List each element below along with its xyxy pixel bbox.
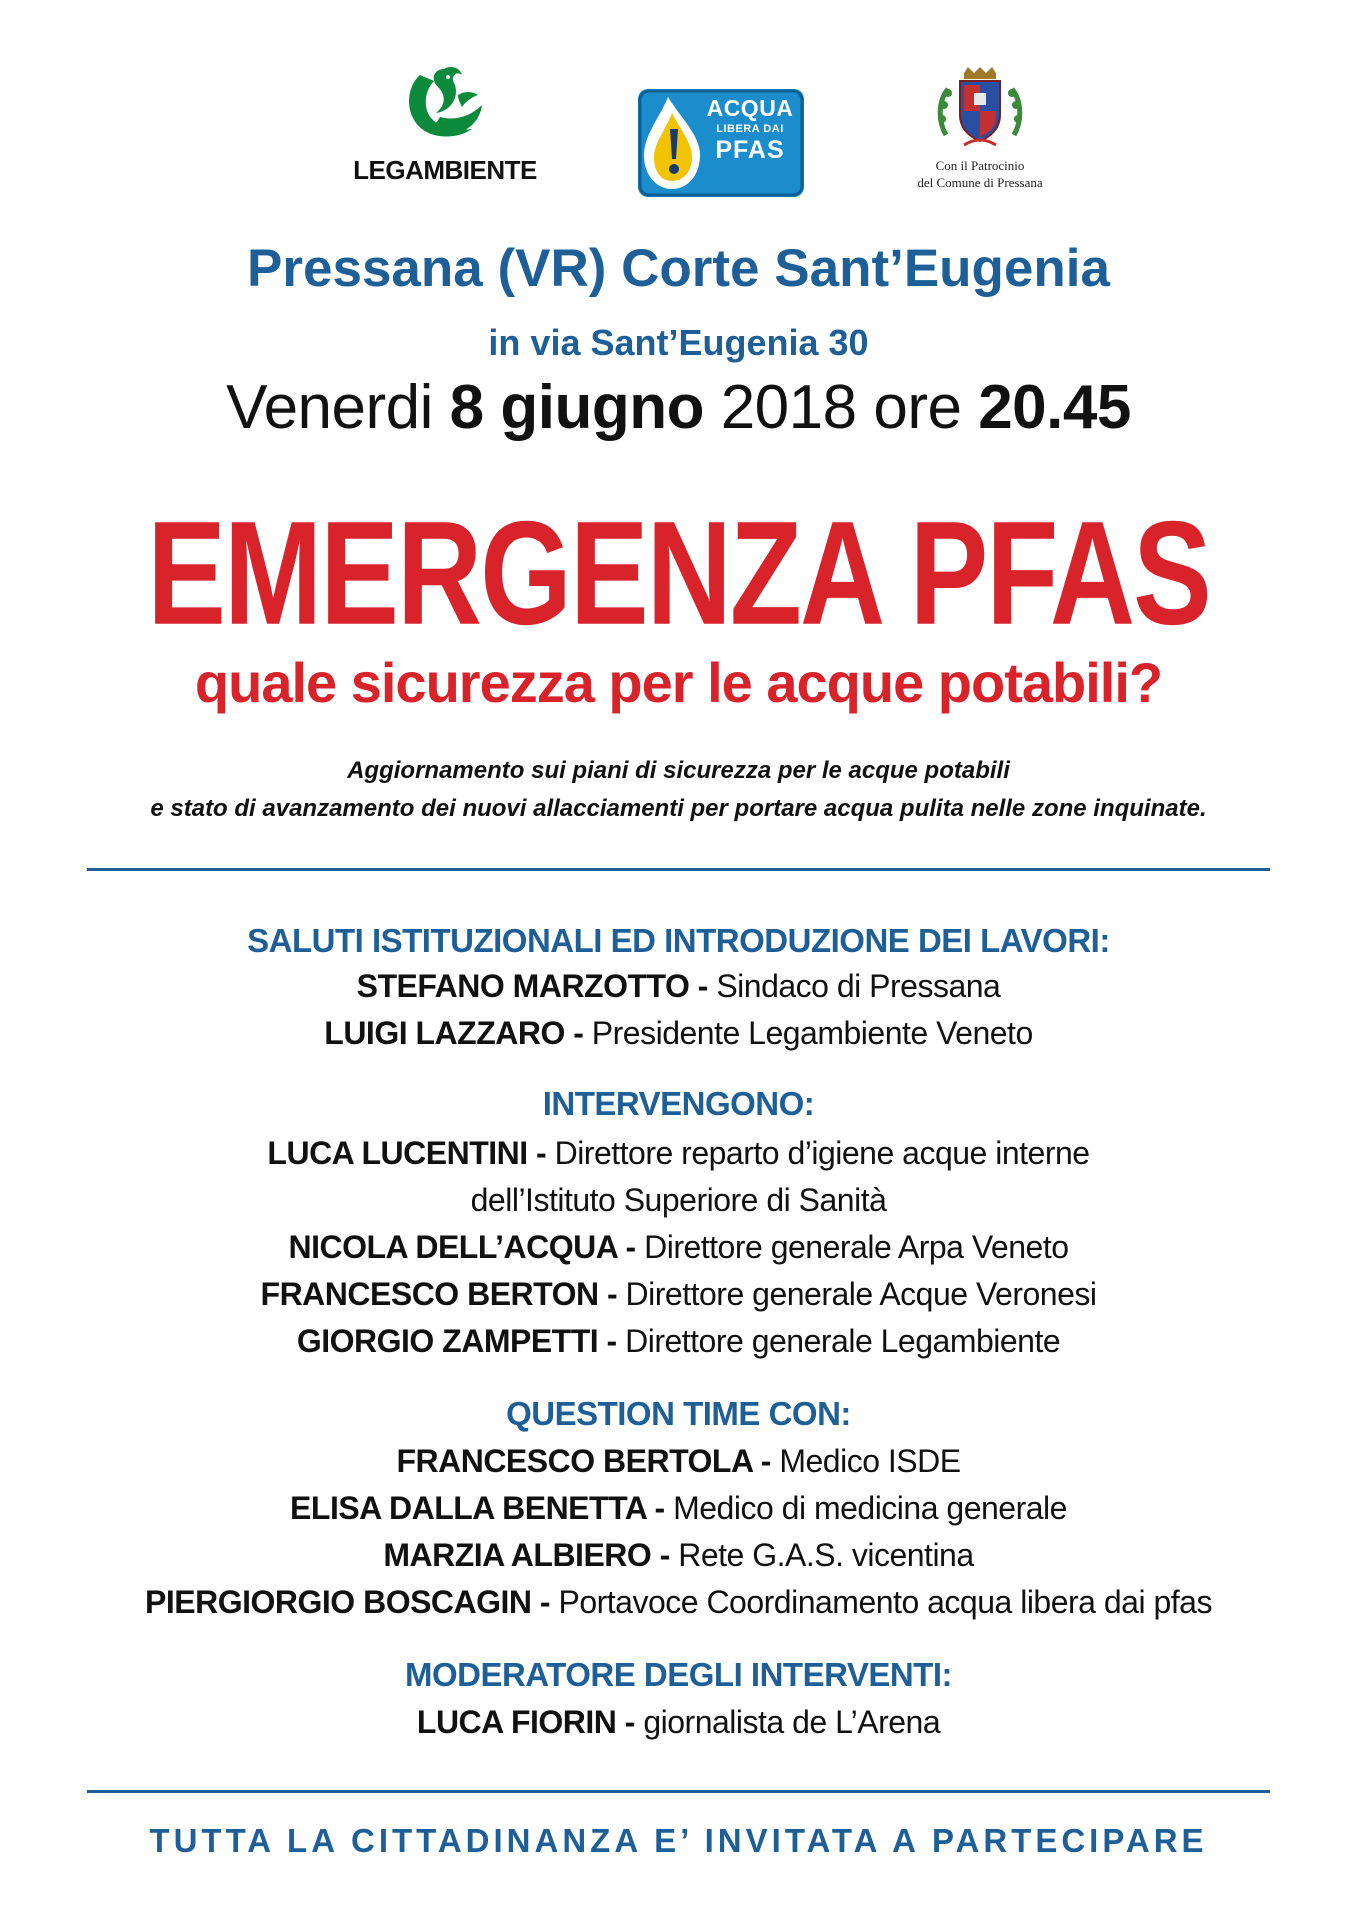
section-heading-intervengono: INTERVENGONO: bbox=[542, 1085, 815, 1122]
section-heading-saluti: SALUTI ISTITUZIONALI ED INTRODUZIONE DEI LAVORI: bbox=[247, 922, 1110, 959]
speaker-row bbox=[0, 1229, 1357, 1266]
speaker-separator: - bbox=[564, 1015, 592, 1051]
speaker-separator: - bbox=[598, 1323, 626, 1359]
event-year: 2018 ore bbox=[720, 373, 962, 442]
speaker-separator: - bbox=[689, 968, 717, 1004]
acqua-libera-logo bbox=[630, 83, 808, 203]
acqua-logo-line2: LIBERA DAI bbox=[716, 123, 784, 135]
speaker-separator: - bbox=[531, 1584, 559, 1620]
divider-top bbox=[87, 868, 1270, 871]
description-line1: Aggiornamento sui piani di sicurezza per le acque potabili bbox=[347, 757, 1010, 784]
speaker-row bbox=[0, 1704, 1357, 1741]
logo-bar bbox=[0, 55, 1357, 205]
speaker-separator: - bbox=[598, 1276, 626, 1312]
speaker-name: LUCA LUCENTINI bbox=[267, 1135, 528, 1171]
divider-bottom bbox=[87, 1790, 1270, 1793]
speaker-name: GIORGIO ZAMPETTI bbox=[296, 1323, 599, 1359]
speaker-role-continued: dell’Istituto Superiore di Sanità bbox=[470, 1182, 887, 1218]
swan-icon bbox=[400, 65, 490, 147]
speaker-name: FRANCESCO BERTOLA bbox=[396, 1443, 753, 1479]
section-heading-question-time: QUESTION TIME CON: bbox=[506, 1395, 851, 1432]
speaker-row bbox=[0, 1584, 1357, 1621]
speaker-name: ELISA DALLA BENETTA bbox=[290, 1490, 647, 1526]
subheadline: quale sicurezza per le acque potabili? bbox=[194, 651, 1163, 714]
speaker-role: Rete G.A.S. vicentina bbox=[678, 1537, 974, 1573]
event-datetime bbox=[0, 372, 1357, 443]
speaker-separator: - bbox=[646, 1490, 674, 1526]
speaker-row bbox=[0, 1490, 1357, 1527]
speaker-separator: - bbox=[616, 1704, 644, 1740]
speaker-role: Direttore generale Legambiente bbox=[625, 1323, 1061, 1359]
speaker-role: Sindaco di Pressana bbox=[716, 968, 1001, 1004]
speaker-row bbox=[0, 968, 1357, 1005]
patrocinio-line2: del Comune di Pressana bbox=[917, 175, 1043, 190]
event-description bbox=[0, 752, 1357, 828]
speaker-separator: - bbox=[617, 1229, 645, 1265]
speaker-row bbox=[0, 1276, 1357, 1313]
acqua-logo-line1: ACQUA bbox=[706, 95, 794, 121]
speaker-role: Direttore generale Arpa Veneto bbox=[644, 1229, 1069, 1265]
acqua-libera-logo-text bbox=[696, 97, 804, 163]
speaker-name: NICOLA DELL’ACQUA bbox=[288, 1229, 618, 1265]
speaker-row bbox=[0, 1135, 1357, 1172]
speaker-separator: - bbox=[752, 1443, 780, 1479]
speaker-name: MARZIA ALBIERO bbox=[383, 1537, 652, 1573]
footer-call-to-action: TUTTA LA CITTADINANZA E’ INVITATA A PARTECIPARE bbox=[149, 1822, 1208, 1859]
speaker-name: PIERGIORGIO BOSCAGIN bbox=[145, 1584, 532, 1620]
event-location-title: Pressana (VR) Corte Sant’Eugenia bbox=[247, 239, 1110, 298]
speaker-role: Direttore reparto d’igiene acque interne bbox=[554, 1135, 1090, 1171]
speaker-separator: - bbox=[527, 1135, 555, 1171]
coat-of-arms-icon bbox=[934, 65, 1026, 151]
speaker-separator: - bbox=[651, 1537, 679, 1573]
comune-patrocinio-logo bbox=[880, 65, 1080, 191]
speaker-row bbox=[0, 1443, 1357, 1480]
patrocinio-line1: Con il Patrocinio bbox=[935, 158, 1025, 173]
speaker-name: FRANCESCO BERTON bbox=[260, 1276, 599, 1312]
event-address: in via Sant’Eugenia 30 bbox=[488, 322, 869, 363]
speaker-name: LUCA FIORIN bbox=[416, 1704, 617, 1740]
event-date: 8 giugno bbox=[449, 373, 704, 442]
legambiente-logo-text: LEGAMBIENTE bbox=[353, 155, 537, 185]
legambiente-logo bbox=[345, 65, 545, 186]
headline: EMERGENZA PFAS bbox=[147, 491, 1210, 657]
comune-patrocinio-text bbox=[880, 157, 1080, 191]
speaker-role: Direttore generale Acque Veronesi bbox=[625, 1276, 1097, 1312]
event-day: Venerdi bbox=[226, 373, 433, 442]
speaker-role: Portavoce Coordinamento acqua libera dai pfas bbox=[558, 1584, 1212, 1620]
speaker-name: STEFANO MARZOTTO bbox=[356, 968, 690, 1004]
speaker-role: giornalista de L’Arena bbox=[643, 1704, 941, 1740]
speaker-role: Medico ISDE bbox=[779, 1443, 961, 1479]
speaker-row bbox=[0, 1323, 1357, 1360]
section-heading-moderatore: MODERATORE DEGLI INTERVENTI: bbox=[404, 1656, 953, 1693]
speaker-row bbox=[0, 1015, 1357, 1052]
description-line2: e stato di avanzamento dei nuovi allacciamenti per portare acqua pulita nelle zone inquinate. bbox=[150, 795, 1207, 822]
speaker-name: LUIGI LAZZARO bbox=[324, 1015, 565, 1051]
speaker-role: Medico di medicina generale bbox=[673, 1490, 1067, 1526]
acqua-logo-line3: PFAS bbox=[715, 136, 785, 164]
event-time: 20.45 bbox=[978, 373, 1131, 442]
speaker-row bbox=[0, 1537, 1357, 1574]
speaker-role: Presidente Legambiente Veneto bbox=[591, 1015, 1033, 1051]
